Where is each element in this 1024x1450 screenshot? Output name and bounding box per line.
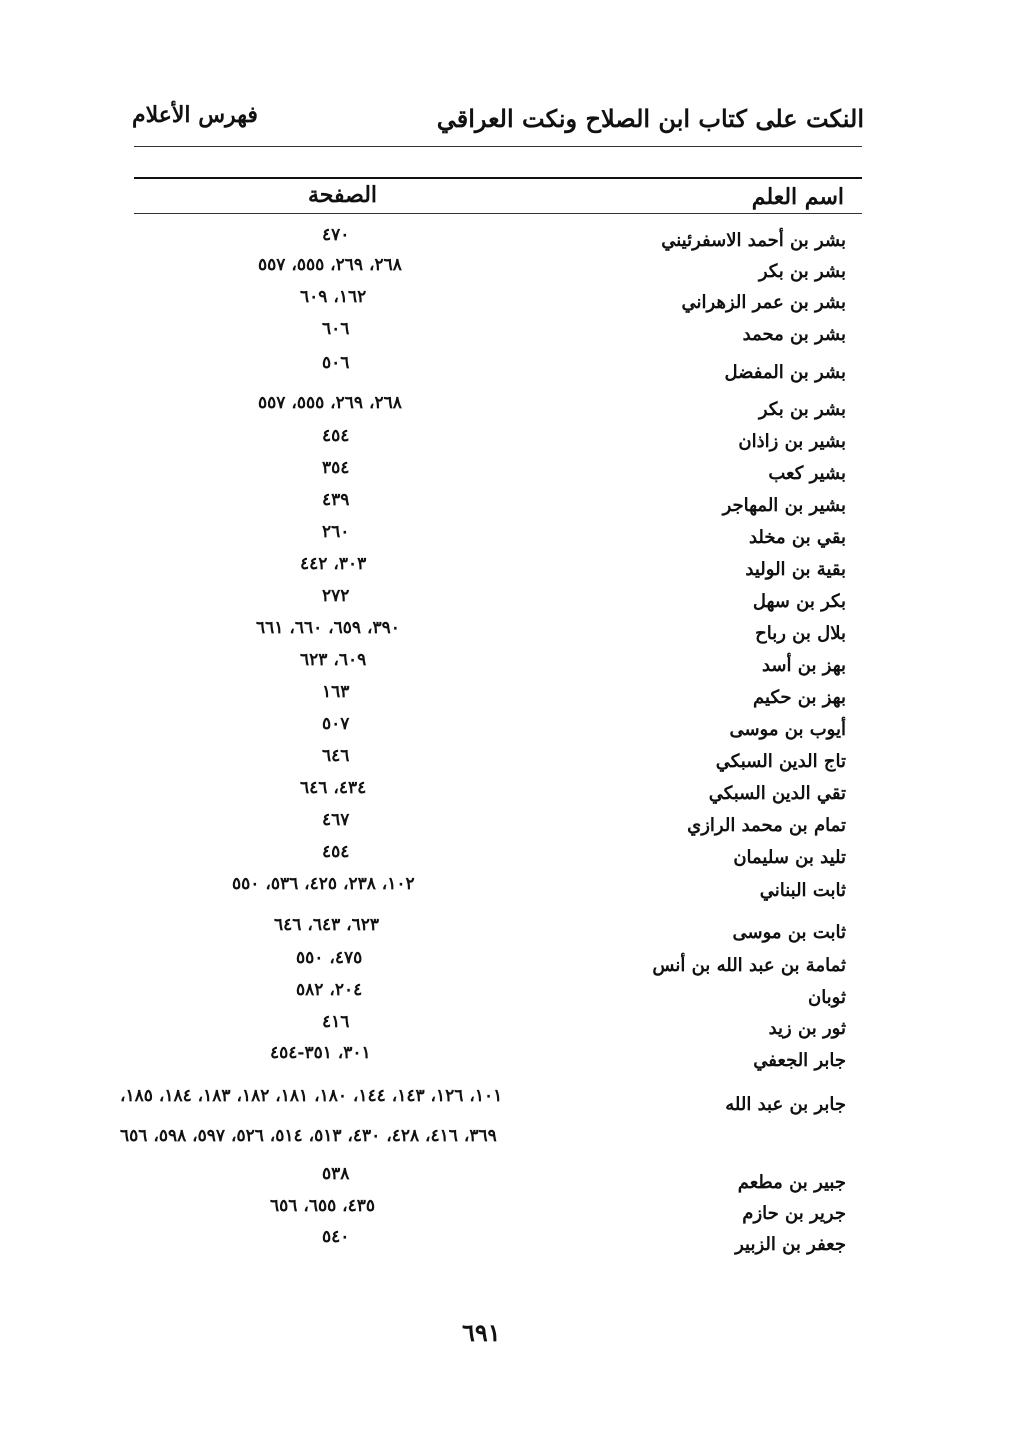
table-row <box>0 1227 1024 1255</box>
entry-name: بشر بن بكر <box>758 399 846 420</box>
entry-pages: ٣٠٣، ٤٤٢ <box>300 554 367 574</box>
entry-name: بشر بن المفضل <box>724 362 846 383</box>
entry-pages: ٥٣٨ <box>322 1164 350 1184</box>
table-row <box>0 1164 1024 1193</box>
entry-pages: ٦٤٦ <box>322 746 350 766</box>
entry-name: بشر بن عمر الزهراني <box>681 292 846 313</box>
table-row <box>0 490 1024 516</box>
column-header-name: اسم العلم <box>751 184 844 210</box>
table-row <box>0 746 1024 772</box>
entry-name: تليد بن سليمان <box>733 847 846 868</box>
table-row <box>0 255 1024 282</box>
entry-pages: ٥٠٦ <box>322 353 350 373</box>
running-head-book-title: النكت على كتاب ابن الصلاح ونكت العراقي <box>436 104 864 133</box>
entry-name: بشر بن بكر <box>758 261 846 282</box>
table-row <box>0 353 1024 383</box>
entry-pages: ٢٦٠ <box>322 522 350 542</box>
entry-name: جعفر بن الزبير <box>735 1234 846 1255</box>
table-row <box>0 522 1024 548</box>
entry-name: بلال بن رباح <box>755 623 846 644</box>
column-header-page: الصفحة <box>308 182 378 208</box>
table-row <box>0 948 1024 976</box>
entry-name: تقي الدين السبكي <box>708 783 846 804</box>
entry-name: جابر بن عبد الله <box>725 1094 846 1115</box>
entry-name: ثابت بن موسى <box>732 922 846 943</box>
entry-name: تاج الدين السبكي <box>715 751 846 772</box>
entry-pages: ٢٧٢ <box>322 586 350 606</box>
entry-pages: ٤٧٥، ٥٥٠ <box>296 948 363 968</box>
entry-pages: ١٦٢، ٦٠٩ <box>300 287 367 307</box>
table-row <box>0 225 1024 251</box>
table-row <box>0 810 1024 836</box>
entry-name: جرير بن حازم <box>742 1203 846 1224</box>
page-number: ٦٩١ <box>462 1318 501 1347</box>
table-row <box>0 1043 1024 1071</box>
entry-pages: ٦٠٩، ٦٢٣ <box>300 650 367 670</box>
entry-pages: ٤٣٤، ٦٤٦ <box>300 778 367 798</box>
entry-name: ثوبان <box>807 987 846 1008</box>
running-head-section-title: فهرس الأعلام <box>132 102 258 128</box>
table-row <box>0 458 1024 484</box>
header-rule <box>134 146 862 147</box>
entry-name: ثابت البناني <box>759 880 846 901</box>
entry-name: بهز بن حكيم <box>753 687 846 708</box>
entry-pages-continued: ٣٦٩، ٤١٦، ٤٢٨، ٤٣٠، ٥١٣، ٥١٤، ٥٢٦، ٥٩٧، ٥٩٨، ٦٥٦ <box>120 1126 497 1146</box>
entry-pages: ٤٦٧ <box>322 810 350 830</box>
entry-name: بشير بن المهاجر <box>722 495 846 516</box>
table-row <box>0 980 1024 1008</box>
entry-name: بكر بن سهل <box>752 591 846 612</box>
entry-pages: ٦٢٣، ٦٤٣، ٦٤٦ <box>274 915 380 935</box>
entry-pages: ٦٠٦ <box>322 319 350 339</box>
table-row <box>0 650 1024 676</box>
entry-pages: ٤٣٥، ٦٥٥، ٦٥٦ <box>270 1196 376 1216</box>
table-row <box>0 586 1024 612</box>
table-row <box>0 554 1024 580</box>
entry-name: ثور بن زيد <box>768 1018 846 1039</box>
entry-name: ثمامة بن عبد الله بن أنس <box>652 955 846 976</box>
entry-name: جابر الجعفي <box>753 1050 846 1071</box>
table-row <box>0 1196 1024 1224</box>
table-row <box>0 319 1024 345</box>
entry-pages: ٢٠٤، ٥٨٢ <box>296 980 363 1000</box>
entry-pages: ٣٩٠، ٦٥٩، ٦٦٠، ٦٦١ <box>256 618 400 638</box>
entry-pages: ٤١٦ <box>322 1012 350 1032</box>
table-row <box>0 842 1024 868</box>
entry-name: بشر بن محمد <box>742 324 846 345</box>
entry-name: بقية بن الوليد <box>745 559 846 580</box>
entry-pages: ١٠١، ١٢٦، ١٤٣، ١٤٤، ١٨٠، ١٨١، ١٨٢، ١٨٣، ١٨٤، ١٨٥، <box>120 1086 503 1106</box>
table-row <box>0 778 1024 804</box>
table-header-rule <box>134 213 862 214</box>
entry-name: بهز بن أسد <box>761 655 846 676</box>
table-row <box>0 714 1024 740</box>
entry-name: بشير بن زاذان <box>738 431 846 452</box>
table-row <box>0 915 1024 943</box>
table-row <box>0 618 1024 644</box>
entry-pages: ٤٣٩ <box>322 490 350 510</box>
table-row <box>0 874 1024 901</box>
entry-pages: ٢٦٨، ٢٦٩، ٥٥٥، ٥٥٧ <box>258 393 402 413</box>
entry-pages: ١٦٣ <box>322 682 350 702</box>
entry-pages: ٢٦٨، ٢٦٩، ٥٥٥، ٥٥٧ <box>258 255 402 275</box>
entry-name: تمام بن محمد الرازي <box>687 815 846 836</box>
table-row <box>0 1012 1024 1039</box>
table-row <box>0 393 1024 420</box>
entry-pages: ٤٥٤ <box>322 842 350 862</box>
entry-name: بشير كعب <box>768 463 846 484</box>
table-row <box>0 426 1024 452</box>
table-row <box>0 682 1024 708</box>
entry-pages: ٥٠٧ <box>322 714 350 734</box>
table-row <box>0 287 1024 313</box>
entry-pages: ٣٠١، ٣٥١-٤٥٤ <box>270 1043 371 1063</box>
table-row <box>0 1086 1024 1146</box>
table-top-rule <box>134 177 862 179</box>
entry-name: بقي بن مخلد <box>748 527 846 548</box>
entry-name: أيوب بن موسى <box>729 719 846 740</box>
entry-pages: ١٠٢، ٢٣٨، ٤٢٥، ٥٣٦، ٥٥٠ <box>232 874 415 894</box>
entry-pages: ٤٥٤ <box>322 426 350 446</box>
entry-pages: ٤٧٠ <box>322 225 350 245</box>
entry-name: جبير بن مطعم <box>737 1172 846 1193</box>
entry-name: بشر بن أحمد الاسفرئيني <box>661 230 846 251</box>
entry-pages: ٣٥٤ <box>322 458 350 478</box>
entry-pages: ٥٤٠ <box>322 1227 350 1247</box>
